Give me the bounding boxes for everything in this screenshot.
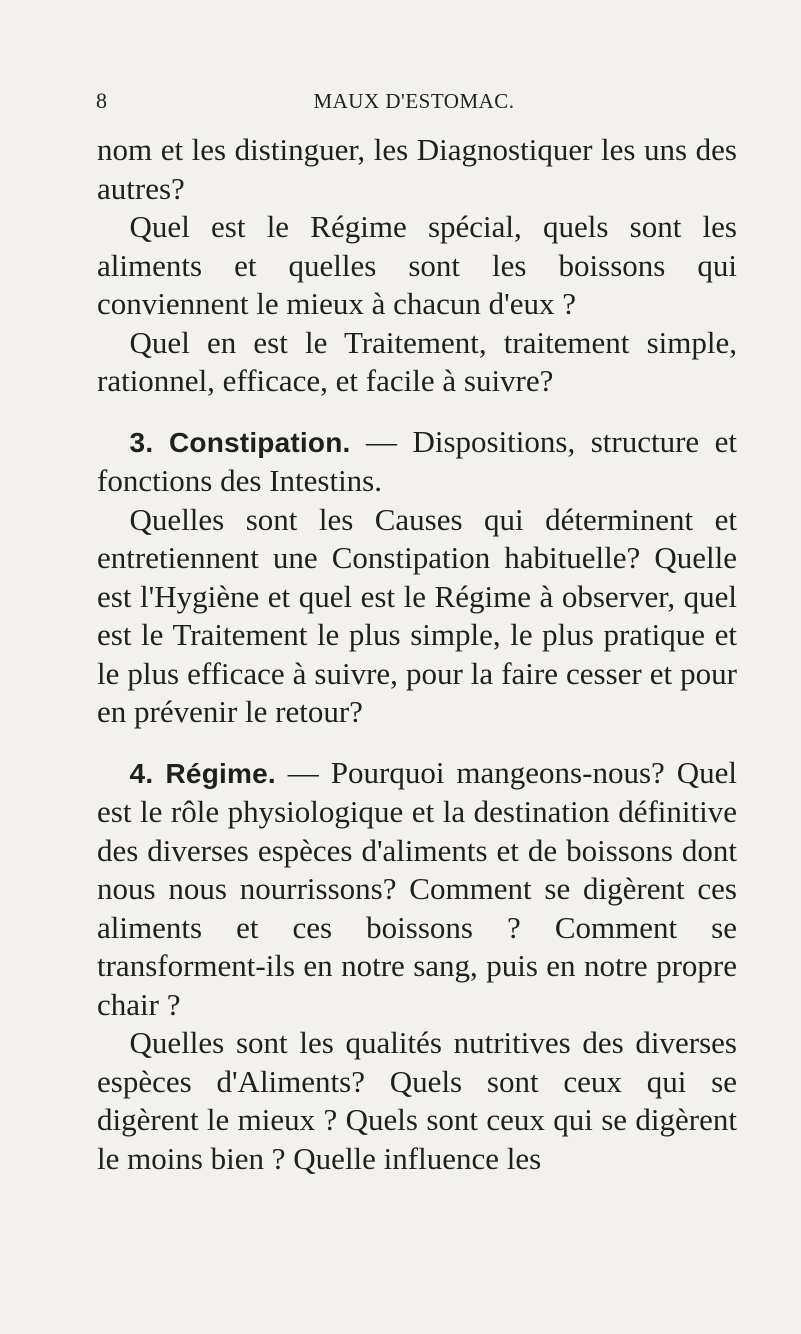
paragraph-text: — Dispositions, structure et fonctions des Intestins. xyxy=(97,423,738,498)
running-head xyxy=(96,86,732,120)
paragraph-causes xyxy=(97,501,737,732)
paragraph-qualites xyxy=(97,1024,737,1178)
paragraph-text: Quel est le Régime spécial, quels sont les aliments et quelles sont les boissons qui conviennent le mieux à chacun d'eux ? xyxy=(97,209,737,321)
paragraph-continuation xyxy=(97,131,737,208)
body-text xyxy=(97,131,737,1178)
section-regime xyxy=(97,754,737,1025)
paragraph-text: — Pourquoi mangeons-nous? Quel est le rôle physiologique et la destination définitive des diverses espèces d'aliments et de boissons dont nous nous nourrissons? Comment se digèrent ces aliments et ces boissons ? Comment se transforment-ils en notre sang, puis en notre propre chair ? xyxy=(97,754,737,1022)
page-number: 8 xyxy=(96,88,107,113)
section-heading: 4. Régime. xyxy=(129,757,276,789)
paragraph-text: Quelles sont les qualités nutritives des diverses espèces d'Aliments? Quels sont ceux qui se digèrent le mieux ? Quels sont ceux qui se digèrent le moins bien ? Quelle influence les xyxy=(97,1025,737,1176)
running-title: MAUX D'ESTOMAC. xyxy=(313,89,515,113)
paragraph-text: Quelles sont les Causes qui déterminent et entretiennent une Constipation habituelle? Quelle est l'Hygiène et quel est le Régime à observer, quel est le Traitement le plus simple, le plus pratique et le plus efficace à suivre, pour la faire cesser et pour en prévenir le retour? xyxy=(97,501,737,729)
section-constipation xyxy=(97,423,737,501)
paragraph-text: Quel en est le Traitement, traitement simple, rationnel, efficace, et facile à suivre? xyxy=(97,324,737,398)
paragraph-text: nom et les distinguer, les Diagnostiquer les uns des autres? xyxy=(97,132,737,206)
paragraph-regime-special xyxy=(97,208,737,324)
section-heading: 3. Constipation. xyxy=(129,426,351,458)
paragraph-traitement xyxy=(97,324,737,401)
